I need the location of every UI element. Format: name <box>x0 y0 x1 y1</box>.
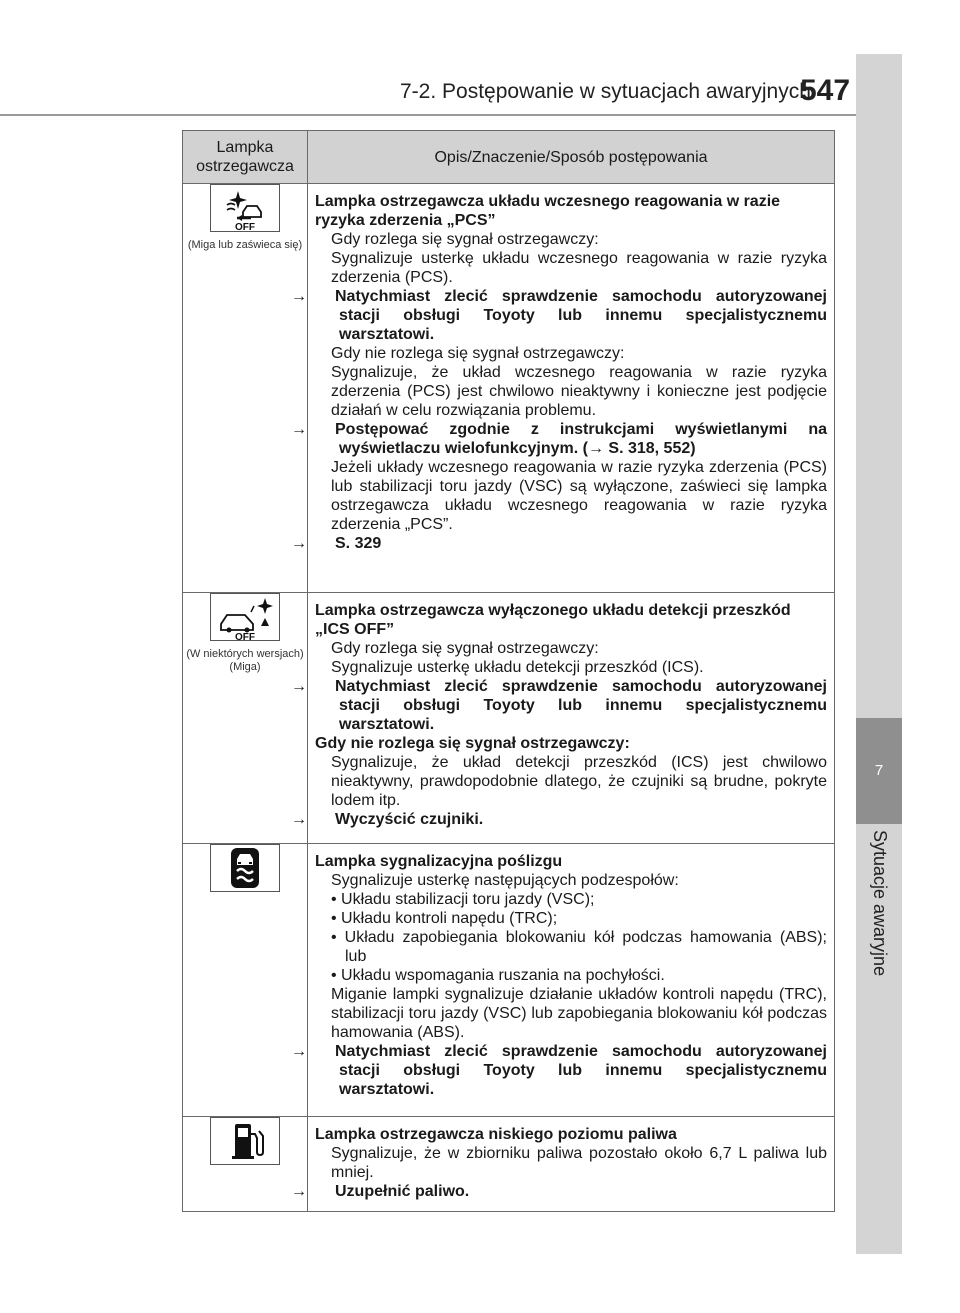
lamp-caption: (Miga lub zaświeca się) <box>187 239 303 251</box>
bullet-item: • Układu stabilizacji toru jazdy (VSC); <box>331 891 595 908</box>
description-cell <box>291 184 835 593</box>
header-rule <box>0 114 856 116</box>
lamp-cell <box>183 1117 308 1212</box>
action-text: Natychmiast zlecić sprawdzenie samochodu autoryzowanej stacji obsługi Toyoty lub innemu specjalistycznemu warsztatowi. <box>335 1043 827 1098</box>
action-text: Uzupełnić paliwo. <box>335 1183 470 1200</box>
description-cell <box>291 593 835 844</box>
low-fuel-icon <box>210 1117 280 1165</box>
action-instruction <box>291 534 827 553</box>
arrow-icon: → <box>291 678 307 695</box>
warning-lights-table <box>182 130 835 1212</box>
table-row <box>183 184 835 593</box>
description-text: Sygnalizuje, że układ wczesnego reagowania w razie ryzyka zderzenia (PCS) jest chwilowo nieaktywny i konieczne jest podjęcie działań w celu rozwiązania problemu. <box>331 364 827 419</box>
arrow-icon: → <box>291 811 307 828</box>
table-header-row <box>183 131 835 184</box>
description-text: Sygnalizuje usterkę układu wczesnego reagowania w razie ryzyka zderzenia (PCS). <box>331 250 827 286</box>
arrow-icon: → <box>291 1183 307 1200</box>
arrow-icon: → <box>291 421 307 438</box>
lamp-title: Lampka sygnalizacyjna poślizgu <box>315 853 563 870</box>
page-number: 547 <box>800 74 851 107</box>
action-instruction <box>291 677 827 734</box>
bullet-item: • Układu wspomagania ruszania na pochyłości. <box>331 967 665 984</box>
action-instruction <box>291 420 827 458</box>
action-text: Natychmiast zlecić sprawdzenie samochodu autoryzowanej stacji obsługi Toyoty lub innemu specjalistycznemu warsztatowi. <box>335 288 827 343</box>
pcs-off-icon <box>210 184 280 232</box>
arrow-icon: → <box>291 288 307 305</box>
lamp-title: Lampka ostrzegawcza wyłączonego układu detekcji przeszkód „ICS OFF” <box>315 602 791 638</box>
chapter-tab: 7 <box>856 718 902 824</box>
description-text: Gdy nie rozlega się sygnał ostrzegawczy: <box>331 345 625 362</box>
ics-off-icon <box>210 593 280 641</box>
description-text: Miganie lampki sygnalizuje działanie układów kontroli napędu (TRC), stabilizacji toru jazdy (VSC) lub zapobiegania blokowaniu kół podczas hamowania (ABS). <box>331 986 827 1041</box>
table-body <box>183 184 835 1212</box>
section-title: 7-2. Postępowanie w sytuacjach awaryjnych <box>400 80 811 103</box>
description-text: Gdy rozlega się sygnał ostrzegawczy: <box>331 640 599 657</box>
table-row <box>183 844 835 1117</box>
col-header-lamp: Lampka ostrzegawcza <box>183 131 308 184</box>
description-cell <box>291 1117 835 1212</box>
table-row <box>183 1117 835 1212</box>
arrow-icon: → <box>291 1043 307 1060</box>
action-instruction <box>291 810 827 829</box>
action-text: S. 329 <box>335 535 382 552</box>
description-text: Gdy rozlega się sygnał ostrzegawczy: <box>331 231 599 248</box>
action-instruction <box>291 1042 827 1099</box>
lamp-cell <box>183 844 308 1117</box>
lamp-title: Lampka ostrzegawcza niskiego poziomu paliwa <box>315 1126 677 1143</box>
arrow-icon: → <box>291 535 307 552</box>
chapter-label: Sytuacje awaryjne <box>870 830 890 977</box>
action-text: Natychmiast zlecić sprawdzenie samochodu autoryzowanej stacji obsługi Toyoty lub innemu specjalistycznemu warsztatowi. <box>335 678 827 733</box>
lamp-cell <box>183 593 308 844</box>
lamp-title: Lampka ostrzegawcza układu wczesnego reagowania w razie ryzyka zderzenia „PCS” <box>315 193 781 229</box>
condition-heading: Gdy nie rozlega się sygnał ostrzegawczy: <box>315 735 630 752</box>
svg-text:OFF: OFF <box>235 632 255 640</box>
description-text: Sygnalizuje usterkę następujących podzespołów: <box>331 872 679 889</box>
lamp-cell <box>183 184 308 593</box>
description-text: Jeżeli układy wczesnego reagowania w razie ryzyka zderzenia (PCS) lub stabilizacji toru jazdy (VSC) są wyłączone, zaświeci się lampka ostrzegawcza układu wczesnego reagowania w razie ryzyka zderzenia „PCS”. <box>331 459 827 533</box>
action-instruction <box>291 287 827 344</box>
col-header-description: Opis/Znaczenie/Sposób postępowania <box>308 131 835 184</box>
description-text: Sygnalizuje usterkę układu detekcji przeszkód (ICS). <box>331 659 704 676</box>
description-text: Sygnalizuje, że układ detekcji przeszkód (ICS) jest chwilowo nieaktywny, prawdopodobnie dlatego, że czujniki są brudne, pokryte lodem itp. <box>331 754 827 809</box>
side-tab <box>856 54 902 1254</box>
description-cell <box>291 844 835 1117</box>
bullet-item: • Układu kontroli napędu (TRC); <box>331 910 558 927</box>
bullet-item: • Układu zapobiegania blokowaniu kół podczas hamowania (ABS); lub <box>331 929 827 965</box>
action-text: Wyczyścić czujniki. <box>335 811 484 828</box>
description-text: Sygnalizuje, że w zbiorniku paliwa pozostało około 6,7 L paliwa lub mniej. <box>331 1145 827 1181</box>
lamp-caption: (W niektórych wersjach) (Miga) <box>186 648 304 673</box>
action-instruction <box>291 1182 827 1201</box>
svg-text:OFF: OFF <box>235 222 255 231</box>
action-text: Postępować zgodnie z instrukcjami wyświetlanymi na wyświetlaczu wielofunkcyjnym. (→ S. 318, 552) <box>335 421 827 457</box>
slip-indicator-icon <box>210 844 280 892</box>
table-row <box>183 593 835 844</box>
